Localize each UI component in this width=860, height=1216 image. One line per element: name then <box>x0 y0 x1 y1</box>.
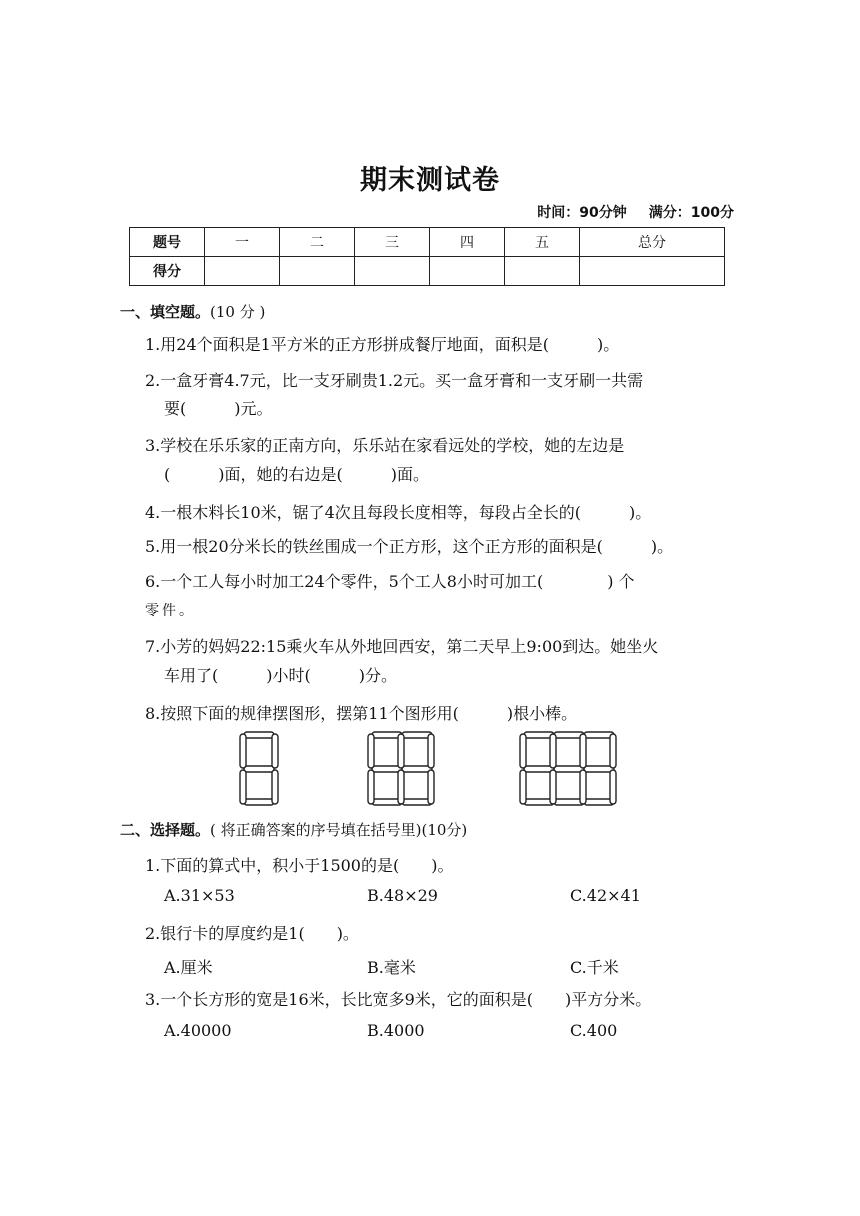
question-1-7-line2: 车用了( )小时( )分。 <box>164 666 397 685</box>
question-2-3: 3.一个长方形的宽是16米，长比宽多9米，它的面积是( )平方分米。 <box>145 990 652 1009</box>
question-1-3-line1: 3.学校在乐乐家的正南方向，乐乐站在家看远处的学校，她的左边是 <box>145 436 625 455</box>
question-1-8: 8.按照下面的规律摆图形，摆第11个图形用( )根小棒。 <box>145 704 578 723</box>
question-1-2-line1: 2.一盒牙膏4.7元，比一支牙刷贵1.2元。买一盒牙膏和一支牙刷一共需 <box>145 371 644 390</box>
score-cell[interactable] <box>505 257 580 286</box>
section-1-note: (10 分 ) <box>210 303 266 321</box>
option-2-3-c[interactable]: C.400 <box>570 1021 618 1040</box>
question-1-3-line2: ( )面，她的右边是( )面。 <box>164 465 429 484</box>
question-1-7-line1: 7.小芳的妈妈22:15乘火车从外地回西安，第二天早上9:00到达。她坐火 <box>145 637 659 656</box>
matchstick-figure-3 <box>520 732 616 805</box>
option-2-2-b[interactable]: B.毫米 <box>367 958 416 977</box>
header-cell: 题号 <box>130 228 205 257</box>
header-cell: 二 <box>280 228 355 257</box>
section-1-title: 一、填空题。 <box>120 303 211 321</box>
score-table <box>129 227 725 286</box>
score-cell[interactable] <box>280 257 355 286</box>
matchstick-pattern-figure <box>230 728 620 808</box>
option-2-1-b[interactable]: B.48×29 <box>367 886 438 905</box>
exam-meta <box>537 202 734 222</box>
score-cell[interactable] <box>205 257 280 286</box>
option-2-1-a[interactable]: A.31×53 <box>164 886 235 905</box>
question-2-2: 2.银行卡的厚度约是1( )。 <box>145 924 359 943</box>
header-cell: 三 <box>355 228 430 257</box>
question-1-6-line1: 6.一个工人每小时加工24个零件，5个工人8小时可加工( ) 个 <box>145 572 635 591</box>
time-limit: 时间：90分钟 <box>537 205 627 221</box>
score-header-row <box>130 228 725 257</box>
header-cell: 总分 <box>580 228 725 257</box>
section-1-heading <box>120 301 265 322</box>
question-2-1: 1.下面的算式中，积小于1500的是( )。 <box>145 856 454 875</box>
option-2-1-c[interactable]: C.42×41 <box>570 886 641 905</box>
score-cell[interactable] <box>355 257 430 286</box>
matchstick-figure-1 <box>240 732 278 805</box>
page-title: 期末测试卷 <box>360 165 500 196</box>
header-cell: 一 <box>205 228 280 257</box>
score-row <box>130 257 725 286</box>
score-cell[interactable] <box>430 257 505 286</box>
header-cell: 四 <box>430 228 505 257</box>
score-cell[interactable] <box>580 257 725 286</box>
question-1-2-line2: 要( )元。 <box>164 399 273 418</box>
option-2-2-a[interactable]: A.厘米 <box>164 958 213 977</box>
question-1-6-line2: 零件。 <box>145 603 196 619</box>
section-2-title: 二、选择题。 <box>120 821 211 839</box>
score-row-label: 得分 <box>130 257 205 286</box>
question-1-1: 1.用24个面积是1平方米的正方形拼成餐厅地面，面积是( )。 <box>145 335 620 354</box>
section-2-heading <box>120 819 467 840</box>
option-2-3-a[interactable]: A.40000 <box>164 1021 232 1040</box>
question-1-4: 4.一根木料长10米，锯了4次且每段长度相等，每段占全长的( )。 <box>145 503 652 522</box>
full-score: 满分：100分 <box>648 205 734 221</box>
option-2-3-b[interactable]: B.4000 <box>367 1021 425 1040</box>
header-cell: 五 <box>505 228 580 257</box>
question-1-5: 5.用一根20分米长的铁丝围成一个正方形，这个正方形的面积是( )。 <box>145 537 674 556</box>
section-2-note: ( 将正确答案的序号填在括号里)(10分) <box>210 821 468 839</box>
matchstick-figure-2 <box>368 732 434 805</box>
option-2-2-c[interactable]: C.千米 <box>570 958 619 977</box>
